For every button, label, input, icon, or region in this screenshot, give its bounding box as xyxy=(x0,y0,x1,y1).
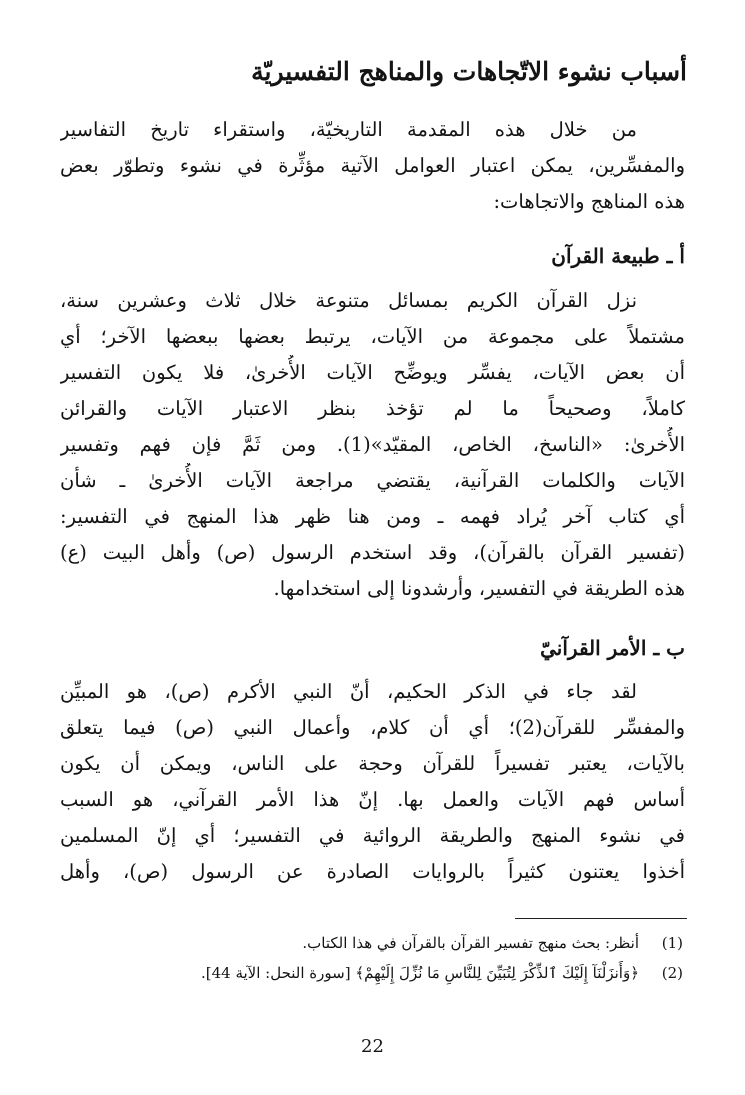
section-b-line: أساس فهم الآيات والعمل بها. إنّ هذا الأمر القرآني، هو السبب xyxy=(60,788,685,811)
footnote-divider xyxy=(515,918,687,919)
intro-line: والمفسِّرين، يمكن اعتبار العوامل الآتية مؤثِّرة في نشوء وتطوّر بعض xyxy=(60,154,685,177)
footnote-number: (2) xyxy=(661,964,683,982)
section-a-heading: أ ـ طبيعة القرآن xyxy=(551,244,685,268)
section-b-line: بالآيات، يعتبر تفسيراً للقرآن وحجة على الناس، ويمكن أن يكون xyxy=(60,752,685,775)
section-a-line: كاملاً، وصحيحاً ما لم تؤخذ بنظر الاعتبار الآيات والقرائن xyxy=(60,397,685,420)
section-a-line: أن بعض الآيات، يفسِّر ويوضِّح الآيات الأُخرىٰ، فلا يكون التفسير xyxy=(60,361,685,384)
section-a-line: الأُخرىٰ: «الناسخ، الخاص، المقيّد»(1). ومن ثَمَّ فإن فهم وتفسير xyxy=(60,433,685,456)
section-b-line: لقد جاء في الذكر الحكيم، أنّ النبي الأكرم (ص)، هو المبيِّن xyxy=(60,680,637,703)
section-a-line: أي كتاب آخر يُراد فهمه ـ ومن هنا ظهر هذا المنهج في التفسير: xyxy=(60,505,685,528)
section-a-line: الآيات والكلمات القرآنية، يقتضي مراجعة الآيات الأُخرىٰ ـ شأن xyxy=(60,469,685,492)
footnote xyxy=(60,960,683,986)
page-number: 22 xyxy=(361,1036,384,1057)
footnote xyxy=(60,930,683,956)
intro-line: من خلال هذه المقدمة التاريخيّة، واستقراء تاريخ التفاسير xyxy=(60,118,637,141)
intro-line: هذه المناهج والاتجاهات: xyxy=(493,190,685,213)
section-b-line: أخذوا يعتنون كثيراً بالروايات الصادرة عن الرسول (ص)، وأهل xyxy=(60,860,685,883)
page-title: أسباب نشوء الاتّجاهات والمناهج التفسيريّة xyxy=(251,57,687,86)
section-b-line: في نشوء المنهج والطريقة الروائية في التفسير؛ أي إنّ المسلمين xyxy=(60,824,685,847)
section-a-line: نزل القرآن الكريم بمسائل متنوعة خلال ثلاث وعشرين سنة، xyxy=(60,289,637,312)
section-b-heading: ب ـ الأمر القرآنيّ xyxy=(540,636,685,660)
footnote-text: أنظر: بحث منهج تفسير القرآن بالقرآن في هذا الكتاب. xyxy=(302,934,639,952)
footnote-text: ﴿وَأَنزَلْنَآ إِلَيْكَ ٱلذِّكْرَ لِتُبَيِّنَ لِلنَّاسِ مَا نُزِّلَ إِلَيْهِمْ﴾ [سورة النحل: الآية 44]. xyxy=(200,964,639,982)
section-a-line: (تفسير القرآن بالقرآن)، وقد استخدم الرسول (ص) وأهل البيت (ع) xyxy=(60,541,685,564)
section-b-line: والمفسِّر للقرآن(2)؛ أي أن كلام، وأعمال النبي (ص) فيما يتعلق xyxy=(60,716,685,739)
section-a-line: مشتملاً على مجموعة من الآيات، يرتبط بعضها ببعضها الآخر؛ أي xyxy=(60,325,685,348)
footnote-number: (1) xyxy=(661,934,683,952)
section-a-line: هذه الطريقة في التفسير، وأرشدونا إلى استخدامها. xyxy=(273,577,685,600)
